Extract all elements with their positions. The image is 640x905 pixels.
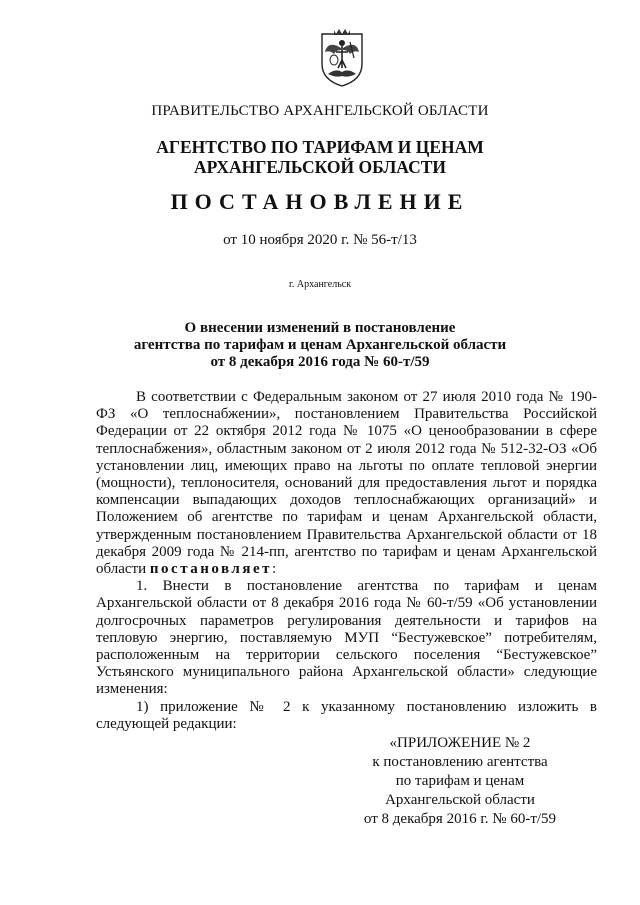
appendix-line5: от 8 декабря 2016 г. № 60-т/59	[363, 811, 557, 827]
subject-line3: от 8 декабря 2016 года № 60-т/59	[210, 354, 430, 370]
document-body	[96, 389, 597, 733]
subject-line1: О внесении изменений в постановление	[184, 320, 456, 336]
agency-name	[0, 137, 640, 177]
appendix-line3: по тарифам и ценам	[395, 773, 525, 789]
appendix-line1: «ПРИЛОЖЕНИЕ № 2	[389, 735, 531, 751]
government-name: ПРАВИТЕЛЬСТВО АРХАНГЕЛЬСКОЙ ОБЛАСТИ	[151, 103, 489, 119]
document-type-title: ПОСТАНОВЛЕНИЕ	[170, 189, 470, 214]
appendix-line2: к постановлению агентства	[372, 754, 548, 770]
decree-colon: :	[272, 561, 277, 578]
preamble-text: В соответствии с Федеральным законом от 27 июля 2010 года № 190-ФЗ «О теплоснабжении», постановлением Правительства Российской Федерации от 22 октября 2012 года № 1075 «О ценообразовании в сфере теплоснабжения», областным законом от 2 июля 2012 года № 512-32-ОЗ «Об установлении лиц, имеющих право на льготы по оплате тепловой энергии (мощности), теплоносителя, оснований для предоставления льгот и порядка компенсации выпадающих доходов теплоснабжающих организаций» и Положением об агентстве по тарифам и ценам Архангельской области, утвержденным постановлением Правительства Архангельской области от 18 декабря 2009 года № 214-пп, агентство по тарифам и ценам Архангельской области	[96, 389, 597, 578]
agency-name-line1: АГЕНТСТВО ПО ТАРИФАМ И ЦЕНАМ	[156, 137, 484, 157]
decree-word: постановляет	[149, 561, 272, 578]
item-1-paragraph: 1. Внести в постановление агентства по тарифам и ценам Архангельской области от 8 декабря 2016 года № 60-т/59 «Об установлении долгосрочных параметров регулирования деятельности и тарифов на тепловую энергию, поставляемую МУП “Бестужевское” потребителям, расположенным на территории сельского поселения “Бестужевское” Устьянского муниципального района Архангельской области» следующие изменения:	[96, 578, 597, 698]
preamble-paragraph	[96, 389, 597, 578]
agency-name-line2: АРХАНГЕЛЬСКОЙ ОБЛАСТИ	[194, 157, 446, 177]
appendix-line4: Архангельской области	[385, 792, 535, 808]
coat-of-arms-icon	[316, 28, 368, 90]
appendix-header	[350, 734, 570, 829]
subject-line2: агентства по тарифам и ценам Архангельской области	[133, 337, 507, 353]
document-date-number: от 10 ноября 2020 г. № 56-т/13	[223, 232, 417, 248]
item-1-1-paragraph: 1) приложение № 2 к указанному постановлению изложить в следующей редакции:	[96, 698, 597, 732]
document-city: г. Архангельск	[288, 279, 352, 290]
document-subject	[0, 320, 640, 371]
